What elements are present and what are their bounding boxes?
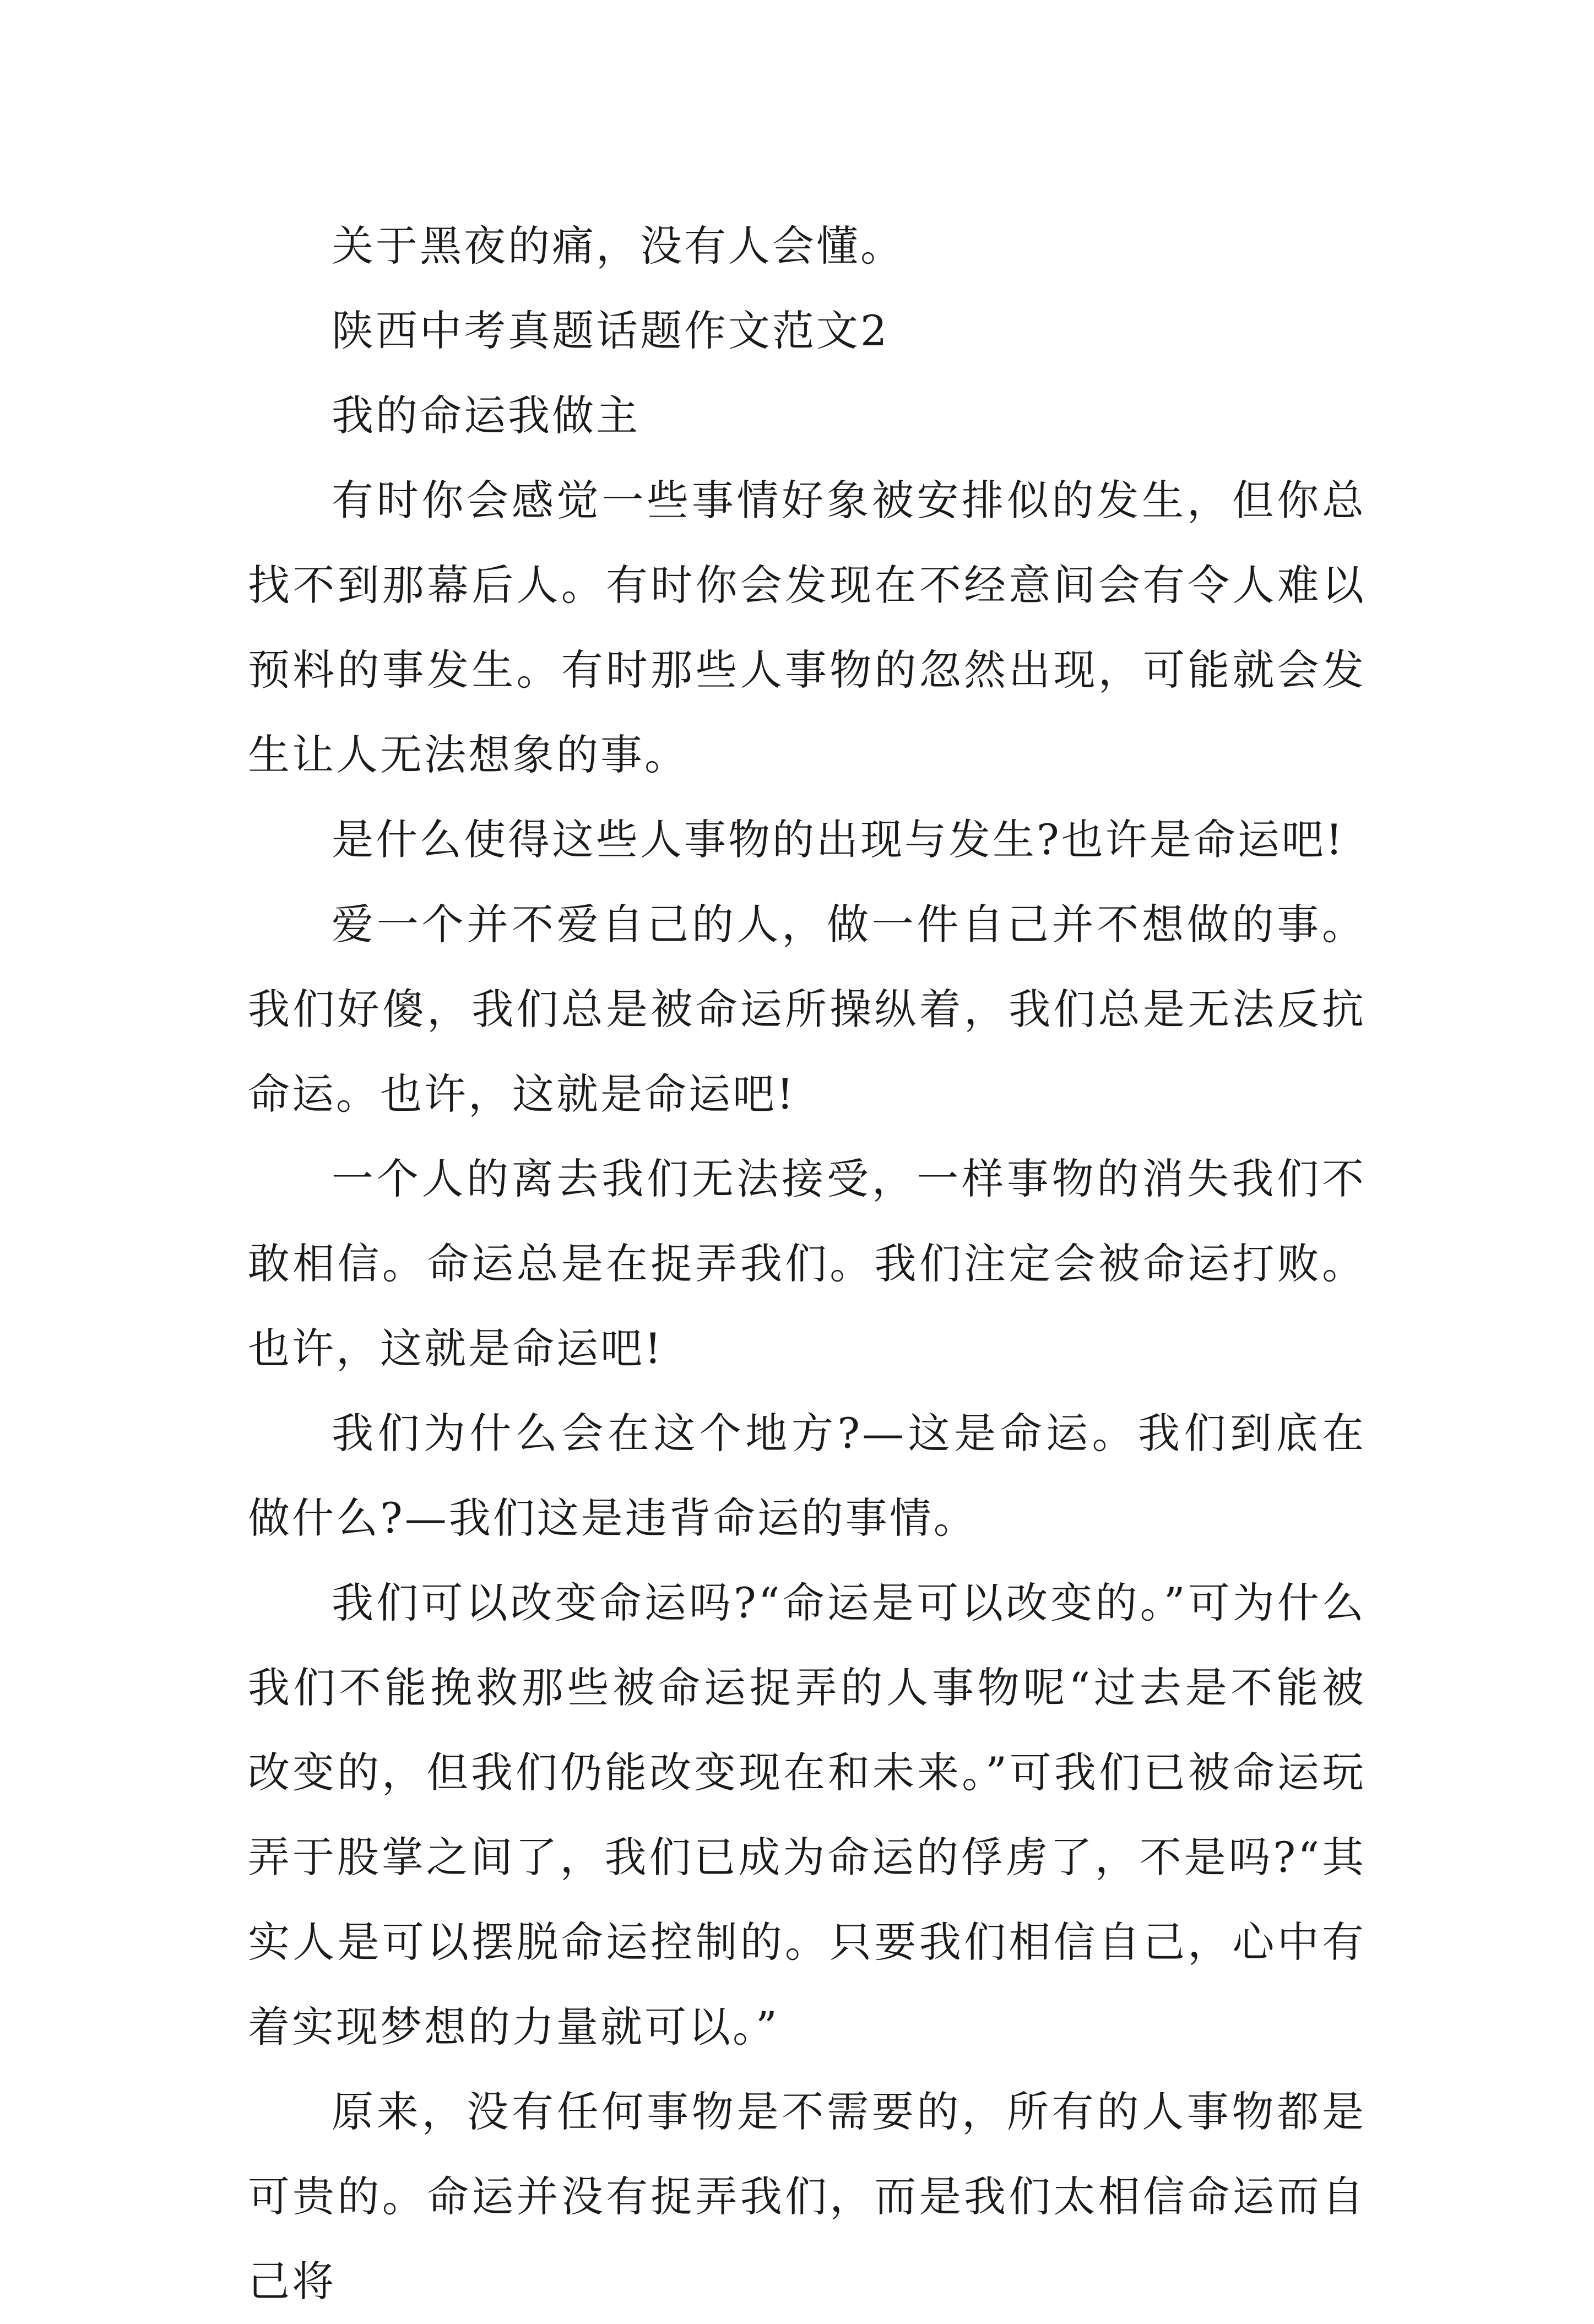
essay-title: 我的命运我做主 [332, 391, 640, 440]
document-body [248, 204, 1366, 2324]
paragraph: 爱一个并不爱自己的人，做一件自己并不想做的事。我们好傻，我们总是被命运所操纵着，我们总是无法反抗命运。也许，这就是命运吧! [248, 900, 1366, 1118]
paragraph: 有时你会感觉一些事情好象被安排似的发生，但你总找不到那幕后人。有时你会发现在不经意间会有令人难以预料的事发生。有时那些人事物的忽然出现，可能就会发生让人无法想象的事。 [248, 476, 1366, 779]
paragraph: 我们可以改变命运吗?“命运是可以改变的。”可为什么我们不能挽救那些被命运捉弄的人事物呢“过去是不能被改变的，但我们仍能改变现在和未来。”可我们已被命运玩弄于股掌之间了，我们已成为命运的俘虏了，不是吗?“其实人是可以摆脱命运控制的。只要我们相信自己，心中有着实现梦想的力量就可以。” [248, 1578, 1366, 2051]
paragraph: 我们为什么会在这个地方?—这是命运。我们到底在做什么?—我们这是违背命运的事情。 [248, 1409, 1366, 1543]
essay-heading: 陕西中考真题话题作文范文2 [332, 306, 890, 355]
paragraph: 关于黑夜的痛，没有人会懂。 [332, 221, 904, 270]
paragraph: 原来，没有任何事物是不需要的，所有的人事物都是可贵的。命运并没有捉弄我们，而是我们太相信命运而自己将 [248, 2087, 1366, 2306]
paragraph: 一个人的离去我们无法接受，一样事物的消失我们不敢相信。命运总是在捉弄我们。我们注定会被命运打败。也许，这就是命运吧! [248, 1154, 1366, 1373]
paragraph: 是什么使得这些人事物的出现与发生?也许是命运吧! [332, 815, 1345, 864]
